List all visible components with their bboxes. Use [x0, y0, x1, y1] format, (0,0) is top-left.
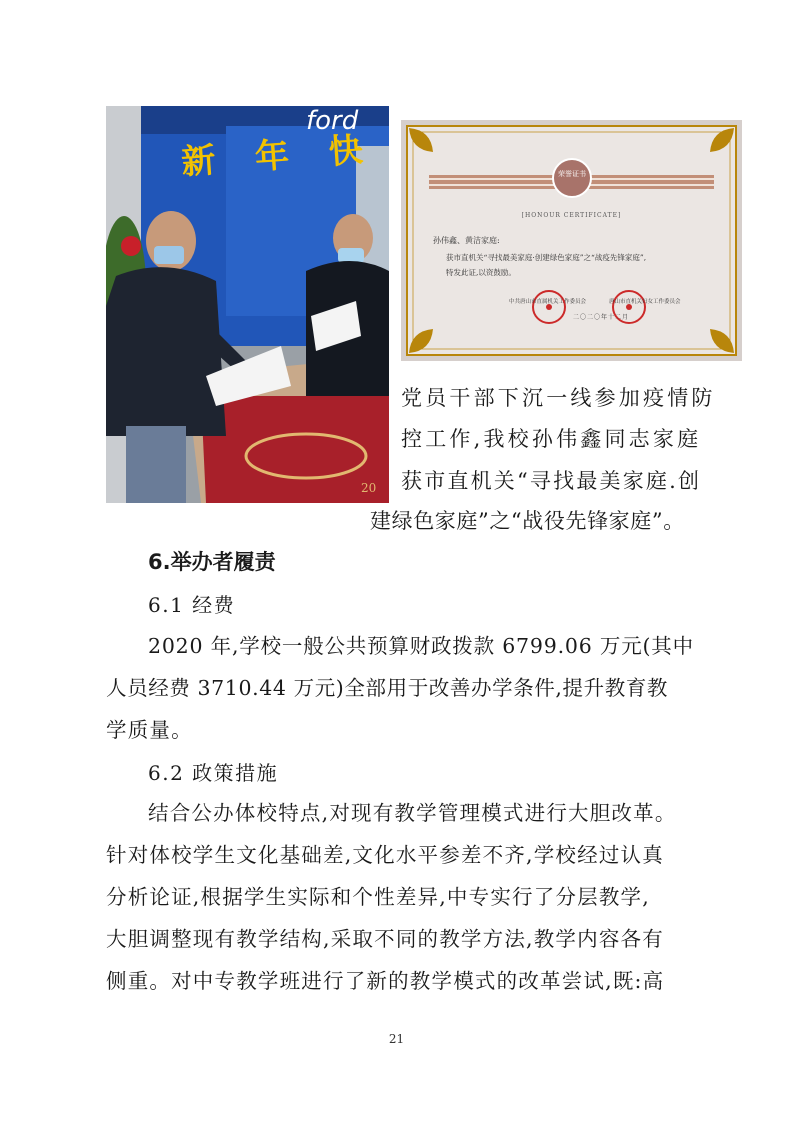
logo-text: ford	[306, 106, 359, 136]
certificate-recipient: 孙伟鑫、黄洁家庭:	[433, 236, 500, 245]
certificate-body-line2: 特发此证,以资鼓励。	[446, 268, 516, 277]
honour-certificate	[401, 120, 742, 361]
caption-line-2: 控工作,我校孙伟鑫同志家庭	[401, 427, 702, 451]
section-heading: 6.举办者履责	[148, 550, 276, 574]
paragraph-line: 2020 年,学校一般公共预算财政拨款 6799.06 万元(其中	[148, 634, 694, 658]
certificate-issuer-right: 唐山市直机关妇女工作委员会	[609, 299, 681, 305]
paragraph-line: 大胆调整现有教学结构,采取不同的教学方法,教学内容各有	[106, 927, 664, 951]
paragraph-line: 针对体校学生文化基础差,文化水平参差不齐,学校经过认真	[106, 843, 664, 867]
banner-text: 新 年 快	[180, 129, 379, 183]
certificate-body-line1: 获市直机关“寻找最美家庭·创建绿色家庭”之“战疫先锋家庭”,	[446, 253, 647, 262]
caption-line-1: 党员干部下沉一线参加疫情防	[401, 386, 716, 410]
certificate-header: [HONOUR CERTIFICATE]	[521, 212, 622, 219]
paragraph-line: 分析论证,根据学生实际和个性差异,中专实行了分层教学,	[106, 885, 650, 909]
counter-text: 20	[361, 481, 377, 495]
caption-line-4: 建绿色家庭”之“战役先锋家庭”。	[370, 509, 685, 533]
paragraph-line: 结合公办体校特点,对现有教学管理模式进行大胆改革。	[148, 801, 677, 825]
subsection-heading-policy: 6.2 政策措施	[148, 761, 279, 785]
paragraph-line: 人员经费 3710.44 万元)全部用于改善办学条件,提升教育教	[106, 676, 669, 700]
certificate-issuer-left: 中共唐山市直属机关工作委员会	[509, 299, 587, 305]
caption-line-3: 获市直机关“寻找最美家庭.创	[401, 469, 702, 493]
paragraph-line: 侧重。对中专教学班进行了新的教学模式的改革尝试,既:高	[106, 969, 665, 993]
paragraph-line: 学质量。	[106, 718, 193, 742]
volunteer-photo	[106, 106, 389, 503]
page-number: 21	[388, 1032, 405, 1046]
subsection-heading-funding: 6.1 经费	[148, 593, 236, 617]
certificate-seal-text: 荣誉证书	[558, 170, 586, 178]
certificate-date: 二〇二〇年十二月	[573, 314, 630, 321]
